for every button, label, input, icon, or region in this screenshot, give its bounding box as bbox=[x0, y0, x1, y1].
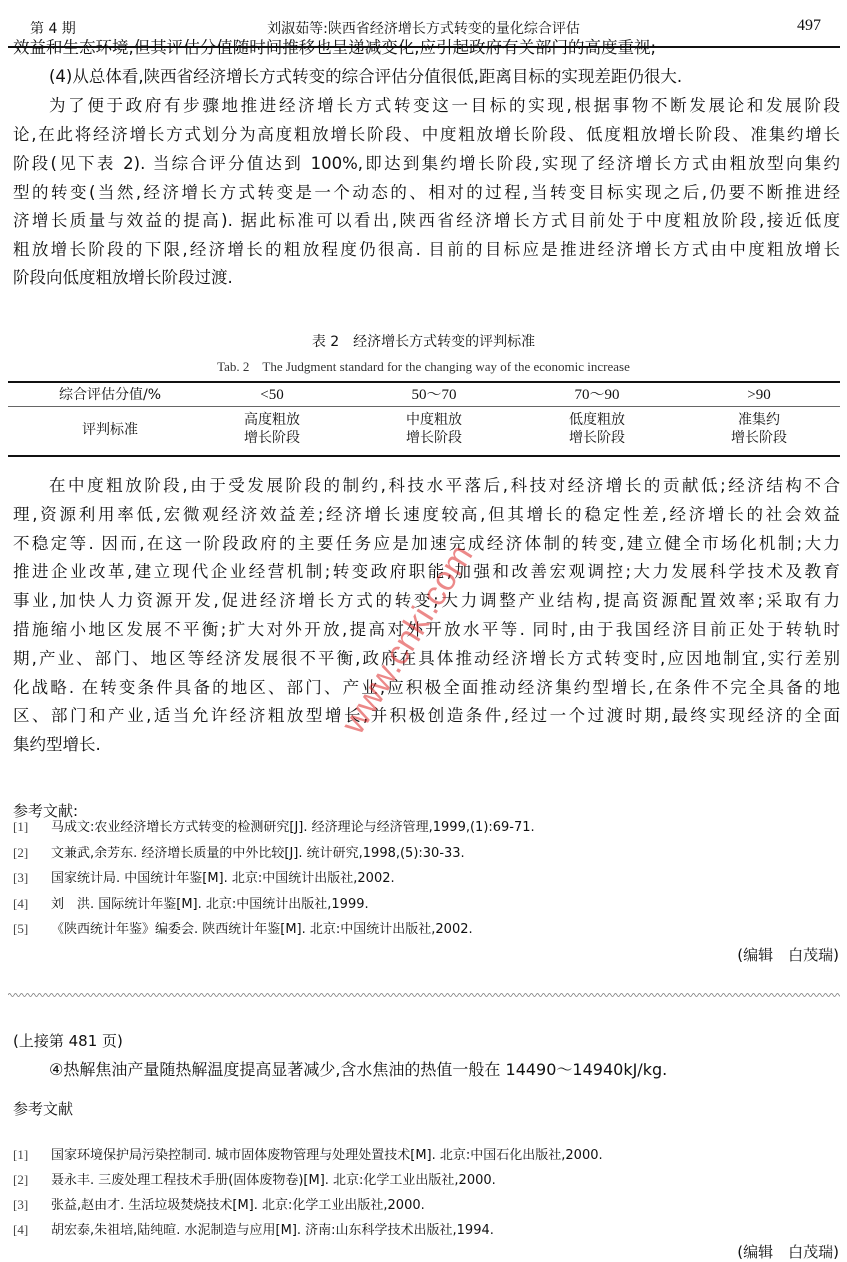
stage-cell: 中度粗放 bbox=[406, 412, 462, 428]
stage-cell: 准集约 bbox=[738, 412, 780, 428]
text-line: 事业,加快人力资源开发,促进经济增长方式的转变;大力调整产业结构,提高资源配置效率;采取有力 bbox=[13, 591, 840, 611]
text-line: 型的转变(当然,经济增长方式转变是一个动态的、相对的过程,当转变目标实现之后,仍要不断推进经 bbox=[13, 183, 840, 202]
stage-cell: 增长阶段 bbox=[244, 430, 300, 446]
text-line: 推进企业改革,建立现代企业经营机制;转变政府职能,加强和改善宏观调控;大力发展科学技术及教育 bbox=[13, 562, 840, 582]
reference-text: 国家统计局. 中国统计年鉴[M]. 北京:中国统计出版社,2002. bbox=[51, 871, 395, 886]
editor-note-2: (编辑 白茂瑞) bbox=[737, 1243, 839, 1261]
score-range-cell: <50 bbox=[260, 387, 284, 403]
score-range-cell: 50～70 bbox=[411, 387, 457, 403]
reference-item bbox=[13, 918, 473, 937]
reference-number: [1] bbox=[13, 819, 29, 834]
reference-number: [3] bbox=[13, 870, 29, 885]
reference-text: 马成文:农业经济增长方式转变的检测研究[J]. 经济理论与经济管理,1999,(1):69-71. bbox=[51, 820, 535, 835]
reference-item bbox=[13, 867, 395, 886]
reference-item bbox=[13, 1169, 496, 1188]
reference-item bbox=[13, 1194, 425, 1213]
table-title-en: Tab. 2 The Judgment standard for the changing way of the economic increase bbox=[217, 359, 630, 374]
reference-number: [1] bbox=[13, 1147, 29, 1162]
stage-cell: 低度粗放 bbox=[569, 412, 625, 428]
references-heading-2: 参考文献 bbox=[13, 1100, 74, 1118]
table-bottom-rule bbox=[8, 455, 840, 457]
reference-text: 国家环境保护局污染控制司. 城市固体废物管理与处理处置技术[M]. 北京:中国石化出版社,2000. bbox=[51, 1148, 603, 1163]
text-line: 效益和生态环境,但其评估分值随时间推移也呈递减变化,应引起政府有关部门的高度重视; bbox=[13, 38, 657, 57]
editor-note: (编辑 白茂瑞) bbox=[737, 946, 839, 964]
text-line: 为了便于政府有步骤地推进经济增长方式转变这一目标的实现,根据事物不断发展论和发展阶段 bbox=[49, 96, 840, 115]
reference-item bbox=[13, 1219, 494, 1238]
score-range-cell: >90 bbox=[747, 387, 771, 403]
row-header-cell: 评判标准 bbox=[82, 422, 138, 438]
text-line: 在中度粗放阶段,由于受发展阶段的制约,科技水平落后,科技对经济增长的贡献低;经济结构不合 bbox=[49, 476, 840, 495]
text-line: 期,产业、部门、地区等经济发展很不平衡,政府在具体推动经济增长方式转变时,应因地制宜,实行差别 bbox=[13, 648, 840, 668]
reference-item bbox=[13, 893, 369, 912]
reference-text: 聂永丰. 三废处理工程技术手册(固体废物卷)[M]. 北京:化学工业出版社,2000. bbox=[51, 1173, 496, 1188]
stage-cell: 高度粗放 bbox=[244, 412, 300, 428]
wavy-separator bbox=[8, 990, 840, 1000]
reference-number: [2] bbox=[13, 844, 29, 860]
text-line: 措施缩小地区发展不平衡;扩大对外开放,提高对外开放水平等. 同时,由于我国经济目前正处于转轨时 bbox=[13, 620, 840, 639]
text-line: 阶段向低度粗放增长阶段过渡. bbox=[13, 268, 233, 287]
text-line: 化战略. 在转变条件具备的地区、部门、产业,应积极全面推动经济集约型增长,在条件不完全具备的地 bbox=[13, 677, 840, 697]
watermark: www.cnki.com bbox=[334, 537, 481, 741]
text-line: 不稳定等. 因而,在这一阶段政府的主要任务应是加速完成经济体制的转变,建立健全市场化机制;大力 bbox=[13, 533, 840, 553]
text-line: 阶段(见下表 2). 当综合评分值达到 100%,即达到集约增长阶段,实现了经济增长方式由粗放型向集约 bbox=[13, 154, 840, 173]
stage-cell: 增长阶段 bbox=[406, 430, 462, 446]
reference-text: 文兼武,余芳东. 经济增长质量的中外比较[J]. 统计研究,1998,(5):30-33. bbox=[51, 845, 465, 861]
reference-item bbox=[13, 816, 535, 835]
score-range-cell: 70～90 bbox=[574, 387, 620, 403]
reference-number: [4] bbox=[13, 1222, 29, 1237]
footnote-4: ④热解焦油产量随热解温度提高显著减少,含水焦油的热值一般在 14490～14940kJ/kg. bbox=[49, 1060, 668, 1079]
running-title: 刘淑茹等:陕西省经济增长方式转变的量化综合评估 bbox=[267, 21, 580, 37]
table-title: 表 2 经济增长方式转变的评判标准 bbox=[311, 334, 536, 350]
text-line: 论,在此将经济增长方式划分为高度粗放增长阶段、中度粗放增长阶段、低度粗放增长阶段、准集约增长 bbox=[13, 125, 840, 144]
page-number: 497 bbox=[797, 17, 821, 34]
reference-number: [5] bbox=[13, 921, 29, 936]
text-line: 理,资源利用率低,宏微观经济效益差;经济增长速度较高,但其增长的稳定性差,经济增长的社会效益 bbox=[13, 504, 840, 524]
reference-item bbox=[13, 1144, 603, 1163]
table-mid-rule bbox=[8, 406, 840, 407]
text-line: (4)从总体看,陕西省经济增长方式转变的综合评估分值很低,距离目标的实现差距仍很大. bbox=[49, 67, 683, 86]
reference-number: [2] bbox=[13, 1172, 29, 1187]
table-top-rule bbox=[8, 381, 840, 383]
reference-text: 胡宏泰,朱祖培,陆纯暄. 水泥制造与应用[M]. 济南:山东科学技术出版社,1994. bbox=[51, 1223, 494, 1238]
stage-cell: 增长阶段 bbox=[569, 430, 625, 446]
row-header-cell: 综合评估分值/% bbox=[58, 387, 162, 403]
reference-item bbox=[13, 842, 465, 861]
text-line: 集约型增长. bbox=[13, 735, 101, 755]
text-line: 区、部门和产业,适当允许经济粗放型增长,并积极创造条件,经过一个过渡时期,最终实现经济的全面 bbox=[13, 706, 840, 726]
text-line: 粗放增长阶段的下限,经济增长的粗放程度仍很高. 目前的目标应是推进经济增长方式由中度粗放增长 bbox=[13, 240, 840, 259]
reference-text: 刘 洪. 国际统计年鉴[M]. 北京:中国统计出版社,1999. bbox=[51, 896, 369, 912]
text-line: 济增长质量与效益的提高). 据此标准可以看出,陕西省经济增长方式目前处于中度粗放阶段,接近低度 bbox=[13, 211, 840, 230]
issue-number: 第 4 期 bbox=[30, 21, 76, 37]
stage-cell: 增长阶段 bbox=[731, 430, 787, 446]
reference-text: 《陕西统计年鉴》编委会. 陕西统计年鉴[M]. 北京:中国统计出版社,2002. bbox=[51, 922, 473, 937]
reference-text: 张益,赵由才. 生活垃圾焚烧技术[M]. 北京:化学工业出版社,2000. bbox=[51, 1198, 425, 1213]
references-heading: 参考文献: bbox=[13, 802, 79, 820]
continued-from: (上接第 481 页) bbox=[13, 1032, 123, 1050]
reference-number: [3] bbox=[13, 1197, 29, 1212]
reference-number: [4] bbox=[13, 895, 29, 911]
